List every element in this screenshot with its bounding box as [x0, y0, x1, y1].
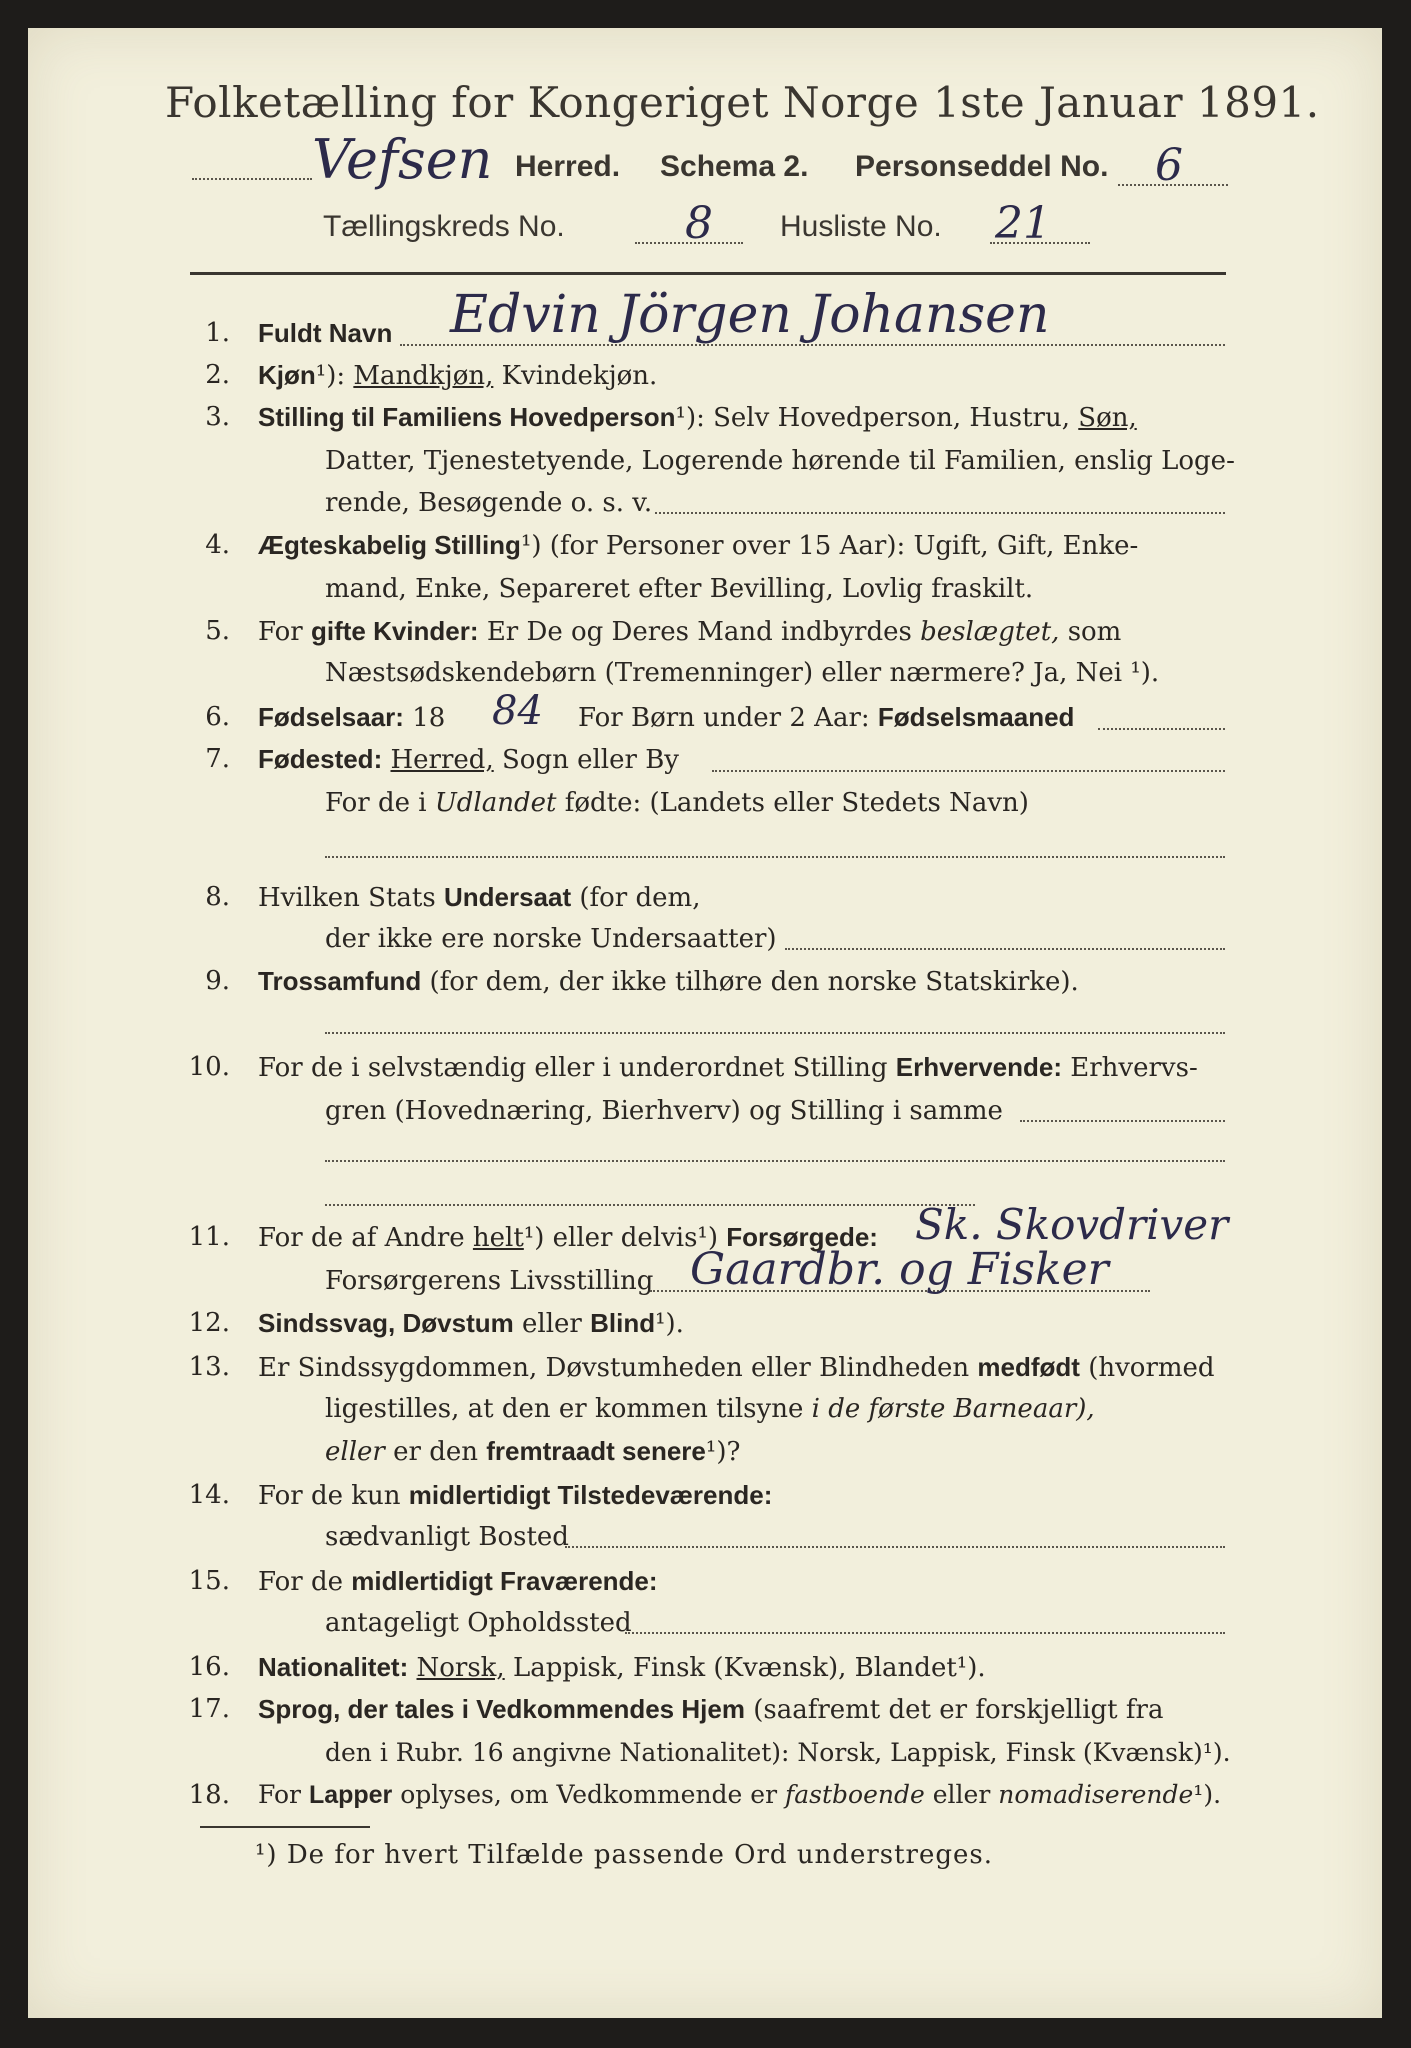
- q14-line1: For de kun midlertidigt Tilstedeværende:: [258, 1480, 773, 1511]
- q3-line3: rende, Besøgende o. s. v.: [325, 488, 653, 518]
- q2-line: Kjøn¹): Mandkjøn, Kvindekjøn.: [258, 360, 658, 391]
- q11-handwritten-2: Gaardbr. og Fisker: [690, 1244, 1109, 1295]
- q4-line2: mand, Enke, Separeret efter Bevilling, Lovlig fraskilt.: [325, 574, 1034, 604]
- q13-line2: ligestilles, at den er kommen tilsyne i de første Barneaar),: [325, 1394, 1095, 1424]
- q14-line2: sædvanligt Bosted: [325, 1522, 569, 1552]
- q2-mandkjon: Mandkjøn,: [353, 361, 494, 391]
- q8-line1: Hvilken Stats Undersaat (for dem,: [258, 882, 701, 913]
- q5-line1: For gifte Kvinder: Er De og Deres Mand indbyrdes beslægtet, som: [258, 616, 1122, 647]
- q6-line: Fødselsaar: 18: [258, 702, 446, 733]
- q11-handwritten: Sk. Skovdriver: [915, 1200, 1229, 1249]
- item-number: 3.: [205, 402, 230, 432]
- q7-dots2: [325, 856, 1225, 858]
- q3-son: Søn,: [1078, 403, 1137, 433]
- q14-label: midlertidigt Tilstedeværende:: [408, 1480, 773, 1510]
- q7-line2: For de i Udlandet fødte: (Landets eller Stedets Navn): [325, 788, 1029, 818]
- q5-label: gifte Kvinder:: [310, 616, 479, 646]
- item-number: 9.: [205, 966, 230, 996]
- q7-dots: [712, 770, 1225, 772]
- q8-label: Undersaat: [443, 882, 572, 912]
- item-number: 11.: [188, 1222, 230, 1252]
- q7-herred: Herred,: [390, 745, 494, 775]
- q17-line1: Sprog, der tales i Vedkommendes Hjem (saafremt det er forskjelligt fra: [258, 1694, 1164, 1725]
- herred-handwritten: Vefsen: [312, 128, 493, 191]
- q6-line-b: For Børn under 2 Aar: Fødselsmaaned: [578, 702, 1075, 733]
- q9-line: Trossamfund (for dem, der ikke tilhøre den norske Statskirke).: [258, 966, 1079, 997]
- item-number: 17.: [188, 1694, 230, 1724]
- q6-label: Fødselsaar:: [258, 702, 404, 732]
- q17-label: Sprog, der tales i Vedkommendes Hjem: [258, 1694, 745, 1724]
- q10-dots: [1020, 1120, 1225, 1122]
- q15-label: midlertidigt Fraværende:: [351, 1566, 658, 1596]
- personseddel-label: Personseddel No.: [855, 150, 1109, 183]
- q7-line1: Fødested: Herred, Sogn eller By: [258, 744, 679, 775]
- item-number: 8.: [205, 882, 230, 912]
- q6-dots: [1098, 728, 1225, 730]
- q8-line2: der ikke ere norske Undersaatter): [325, 924, 777, 954]
- q10-line2: gren (Hovednæring, Bierhverv) og Stilling i samme: [325, 1096, 1003, 1126]
- q11-label: Forsørgede:: [726, 1222, 878, 1252]
- item-number: 12.: [188, 1308, 230, 1338]
- schema-label: Schema 2.: [660, 150, 809, 183]
- q4-line1: Ægteskabelig Stilling¹) (for Personer over 15 Aar): Ugift, Gift, Enke-: [258, 530, 1139, 561]
- item-number: 7.: [205, 744, 230, 774]
- q14-dots: [565, 1546, 1225, 1548]
- q6-handwritten: 84: [492, 688, 543, 734]
- q16-label: Nationalitet:: [258, 1652, 409, 1682]
- taellingskreds-handwritten: 8: [685, 198, 713, 249]
- q5-line2: Næstsødskendebørn (Tremenninger) eller nærmere? Ja, Nei ¹).: [325, 658, 1160, 688]
- q13-line1: Er Sindssygdommen, Døvstumheden eller Blindheden medfødt (hvormed: [258, 1352, 1215, 1383]
- q9-dots: [325, 1032, 1225, 1034]
- q3-dots: [655, 512, 1225, 514]
- footnote: ¹) De for hvert Tilfælde passende Ord understreges.: [255, 1840, 994, 1870]
- item-number: 15.: [188, 1566, 230, 1596]
- q10-label: Erhvervende:: [895, 1052, 1062, 1082]
- item-number: 14.: [188, 1480, 230, 1510]
- husliste-label: Husliste No.: [780, 210, 942, 243]
- q18-line: For Lapper oplyses, om Vedkommende er fastboende eller nomadiserende¹).: [258, 1780, 1222, 1809]
- q11-line2: Forsørgerens Livsstilling: [325, 1266, 654, 1296]
- item-number: 1.: [205, 318, 230, 348]
- item-number: 13.: [188, 1352, 230, 1382]
- q13-line3: eller er den fremtraadt senere¹)?: [325, 1436, 741, 1467]
- q10-dots2: [325, 1160, 1225, 1162]
- form-title: Folketælling for Kongeriget Norge 1ste Januar 1891.: [165, 78, 1320, 127]
- q10-dots3: [325, 1204, 975, 1206]
- q13-label: medfødt: [977, 1352, 1080, 1382]
- footnote-rule: [200, 1826, 370, 1828]
- q1-label: Fuldt Navn: [258, 318, 393, 348]
- q15-line2: antageligt Opholdssted: [325, 1608, 632, 1638]
- q3-label: Stilling til Familiens Hovedperson: [258, 402, 676, 432]
- q2-label: Kjøn: [258, 360, 316, 390]
- q7-label: Fødested:: [258, 744, 383, 774]
- q10-line1: For de i selvstændig eller i underordnet Stilling Erhvervende: Erhvervs-: [258, 1052, 1198, 1083]
- q15-line1: For de midlertidigt Fraværende:: [258, 1566, 658, 1597]
- personseddel-handwritten: 6: [1155, 140, 1183, 191]
- q17-line2: den i Rubr. 16 angivne Nationalitet): Norsk, Lappisk, Finsk (Kvænsk)¹).: [325, 1738, 1231, 1767]
- item-number: 5.: [205, 616, 230, 646]
- q8-dots: [785, 948, 1225, 950]
- q15-dots: [625, 1632, 1225, 1634]
- q3-line1: Stilling til Familiens Hovedperson¹): Selv Hovedperson, Hustru, Søn,: [258, 402, 1137, 433]
- item-number: 10.: [188, 1052, 230, 1082]
- herred-label: Herred.: [515, 150, 621, 183]
- q3-line2: Datter, Tjenestetyende, Logerende hørende til Familien, enslig Loge-: [325, 446, 1235, 476]
- herred-dots: [192, 178, 312, 180]
- item-number: 2.: [205, 360, 230, 390]
- q12-label: Sindssvag, Døvstum: [258, 1308, 514, 1338]
- q18-label: Lapper: [308, 1781, 393, 1809]
- q4-label: Ægteskabelig Stilling: [258, 530, 521, 560]
- item-number: 16.: [188, 1652, 230, 1682]
- item-number: 6.: [205, 702, 230, 732]
- item-number: 4.: [205, 530, 230, 560]
- q12-line: Sindssvag, Døvstum eller Blind¹).: [258, 1308, 684, 1339]
- q1-handwritten: Edvin Jörgen Johansen: [450, 285, 1050, 345]
- q9-label: Trossamfund: [258, 966, 422, 996]
- header-rule: [190, 272, 1226, 275]
- taellingskreds-label: Tællingskreds No.: [323, 210, 565, 243]
- q16-line: Nationalitet: Norsk, Lappisk, Finsk (Kvænsk), Blandet¹).: [258, 1652, 986, 1683]
- q11-line1: For de af Andre helt¹) eller delvis¹) Forsørgede:: [258, 1222, 878, 1253]
- husliste-handwritten: 21: [995, 198, 1051, 249]
- item-number: 18.: [188, 1780, 230, 1810]
